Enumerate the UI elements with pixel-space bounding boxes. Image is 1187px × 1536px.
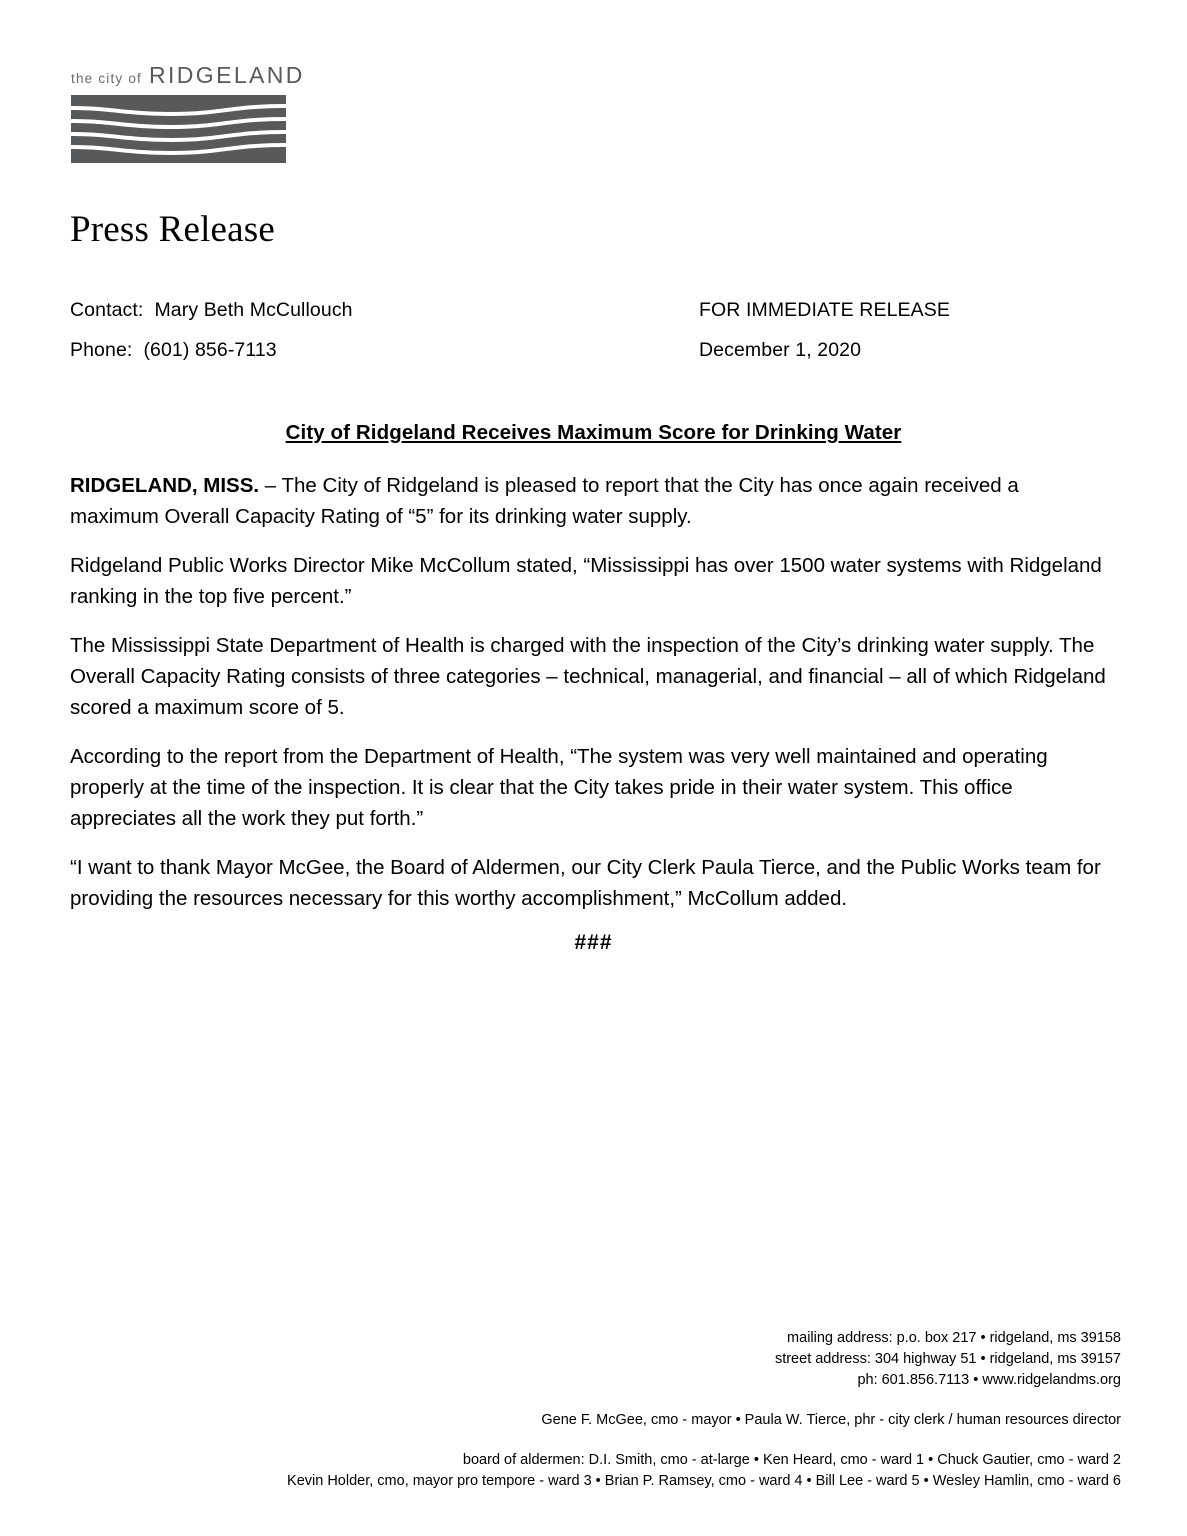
headline: City of Ridgeland Receives Maximum Score for Drinking Water (285, 421, 902, 444)
page-title: Press Release (70, 209, 276, 250)
paragraph-4: According to the report from the Department of Health, “The system was very well maintained and operating properly at the time of the inspection. It is clear that the City takes pride in their water system. This office appreciates all the work they put forth.” (70, 745, 1048, 830)
footer (0, 1328, 1187, 1492)
release-date: December 1, 2020 (699, 339, 862, 361)
footer-street-address: street address: 304 highway 51 • ridgeland, ms 39157 (774, 1351, 1121, 1367)
logo-city-name: RIDGELAND (148, 62, 305, 88)
footer-mailing-address: mailing address: p.o. box 217 • ridgeland, ms 39158 (787, 1330, 1121, 1346)
paragraph-1 (70, 470, 1111, 532)
logo-wordmark (71, 62, 305, 89)
footer-aldermen-line-1: board of aldermen: D.I. Smith, cmo - at-large • Ken Heard, cmo - ward 1 • Chuck Gautier, cmo - ward 2 (462, 1452, 1121, 1468)
footer-phone-web: ph: 601.856.7113 • www.ridgelandms.org (857, 1372, 1121, 1388)
logo-tagline: the city of (71, 71, 142, 86)
footer-aldermen-line-2: Kevin Holder, cmo, mayor pro tempore - ward 3 • Brian P. Ramsey, cmo - ward 4 • Bill Lee - ward 5 • Wesley Hamlin, cmo - ward 6 (287, 1473, 1121, 1489)
contact-name: Contact: Mary Beth McCullouch (70, 299, 353, 321)
contact-phone: Phone: (601) 856-7113 (70, 339, 277, 361)
paragraph-3: The Mississippi State Department of Health is charged with the inspection of the City’s drinking water supply. The Overall Capacity Rating consists of three categories – technical, managerial, and financial – all of which Ridgeland scored a maximum score of 5. (70, 634, 1106, 719)
paragraph-lead: RIDGELAND, MISS. (70, 474, 260, 497)
logo-waves-icon (71, 95, 286, 163)
release-status: FOR IMMEDIATE RELEASE (699, 299, 950, 321)
city-logo (71, 62, 305, 163)
paragraph-5: “I want to thank Mayor McGee, the Board of Aldermen, our City Clerk Paula Tierce, and the Public Works team for providing the resources necessary for this worthy accomplishment,” McCollum added. (70, 856, 1101, 910)
paragraph-text: – The City of Ridgeland is pleased to report that the City has once again received a maximum Overall Capacity Rating of “5” for its drinking water supply. (70, 474, 1019, 528)
footer-officials: Gene F. McGee, cmo - mayor • Paula W. Tierce, phr - city clerk / human resources director (541, 1412, 1121, 1428)
body-copy (70, 470, 1111, 932)
paragraph-2: Ridgeland Public Works Director Mike McCollum stated, “Mississippi has over 1500 water systems with Ridgeland ranking in the top five percent.” (70, 554, 1102, 608)
end-mark: ### (574, 931, 613, 954)
footer-aldermen (0, 1450, 1121, 1492)
